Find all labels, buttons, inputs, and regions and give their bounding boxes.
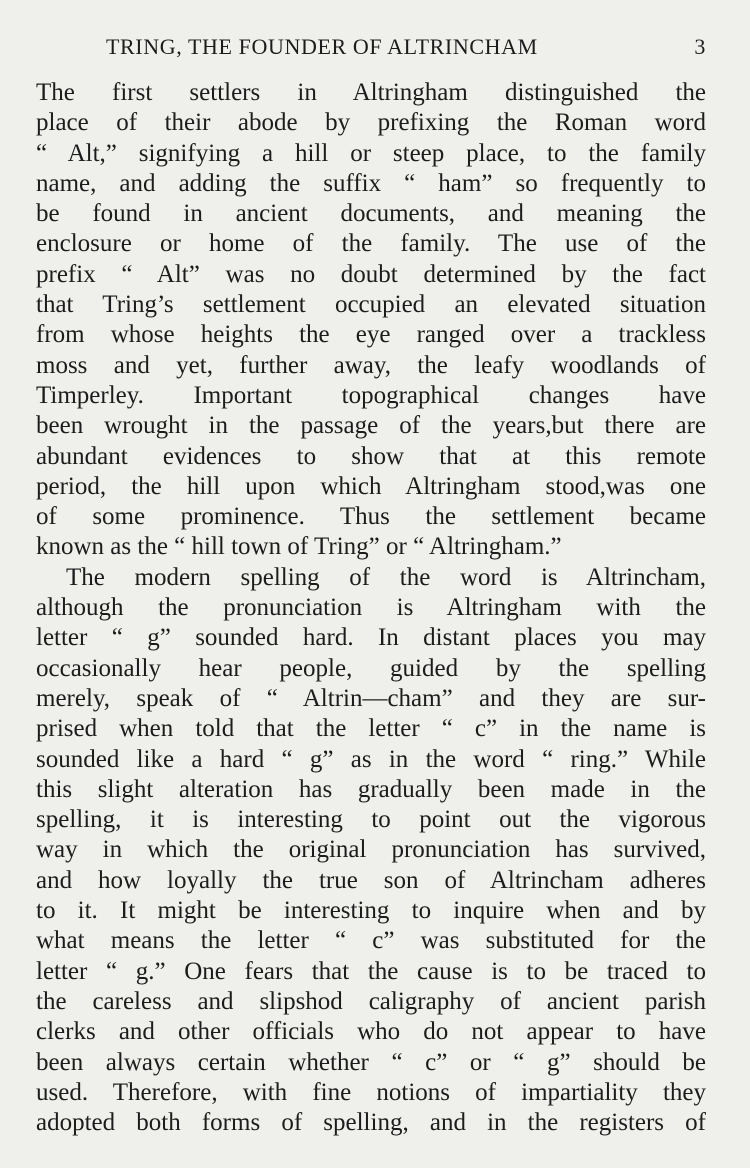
text-line: letter “ g” sounded hard. In distant places you may: [36, 624, 706, 652]
text-line: abundant evidences to show that at this remote: [36, 442, 706, 470]
text-line: known as the “ hill town of Tring” or “ Altringham.”: [36, 533, 562, 561]
text-line: letter “ g.” One fears that the cause is to be traced to: [36, 957, 706, 985]
text-line: and how loyally the true son of Altrincham adheres: [36, 866, 706, 894]
text-line: merely, speak of “ Altrin—cham” and they are sur-: [36, 684, 706, 712]
text-line: moss and yet, further away, the leafy woodlands of: [36, 351, 706, 379]
text-line: be found in ancient documents, and meaning the: [36, 200, 706, 228]
text-line: enclosure or home of the family. The use of the: [36, 230, 706, 258]
paragraph: [36, 563, 706, 1139]
body-text: [36, 78, 706, 1138]
text-line: clerks and other officials who do not appear to have: [36, 1018, 706, 1046]
text-line: been wrought in the passage of the years,but there are: [36, 412, 706, 440]
text-line: name, and adding the suffix “ ham” so frequently to: [36, 169, 706, 197]
page-number: 3: [694, 34, 706, 59]
running-title: TRING, THE FOUNDER OF ALTRINCHAM: [106, 34, 538, 59]
text-line: sounded like a hard “ g” as in the word “ ring.” While: [36, 745, 706, 773]
text-line: this slight alteration has gradually been made in the: [36, 775, 706, 803]
text-line: adopted both forms of spelling, and in the registers of: [36, 1109, 706, 1137]
text-line: place of their abode by prefixing the Roman word: [36, 109, 706, 137]
text-line: from whose heights the eye ranged over a trackless: [36, 321, 706, 349]
text-line: “ Alt,” signifying a hill or steep place, to the family: [36, 139, 706, 167]
running-header: [36, 30, 706, 64]
text-line: that Tring’s settlement occupied an elevated situation: [36, 291, 706, 319]
text-line: of some prominence. Thus the settlement became: [36, 503, 706, 531]
text-line: prised when told that the letter “ c” in the name is: [36, 715, 706, 743]
paragraph: [36, 78, 706, 563]
text-line: used. Therefore, with fine notions of impartiality they: [36, 1078, 706, 1106]
text-line: prefix “ Alt” was no doubt determined by the fact: [36, 260, 706, 288]
text-line: what means the letter “ c” was substituted for the: [36, 927, 706, 955]
text-line: The first settlers in Altringham distinguished the: [36, 79, 706, 106]
text-line: spelling, it is interesting to point out the vigorous: [36, 806, 706, 834]
text-line: The modern spelling of the word is Altrincham,: [66, 563, 706, 591]
text-line: although the pronunciation is Altringham with the: [36, 594, 706, 622]
text-line: period, the hill upon which Altringham stood,was one: [36, 472, 706, 500]
text-line: Timperley. Important topographical changes have: [36, 381, 706, 409]
text-line: way in which the original pronunciation has survived,: [36, 836, 706, 864]
text-line: to it. It might be interesting to inquire when and by: [36, 897, 706, 925]
text-line: been always certain whether “ c” or “ g” should be: [36, 1048, 706, 1076]
text-line: the careless and slipshod caligraphy of ancient parish: [36, 987, 706, 1015]
text-line: occasionally hear people, guided by the spelling: [36, 654, 706, 682]
